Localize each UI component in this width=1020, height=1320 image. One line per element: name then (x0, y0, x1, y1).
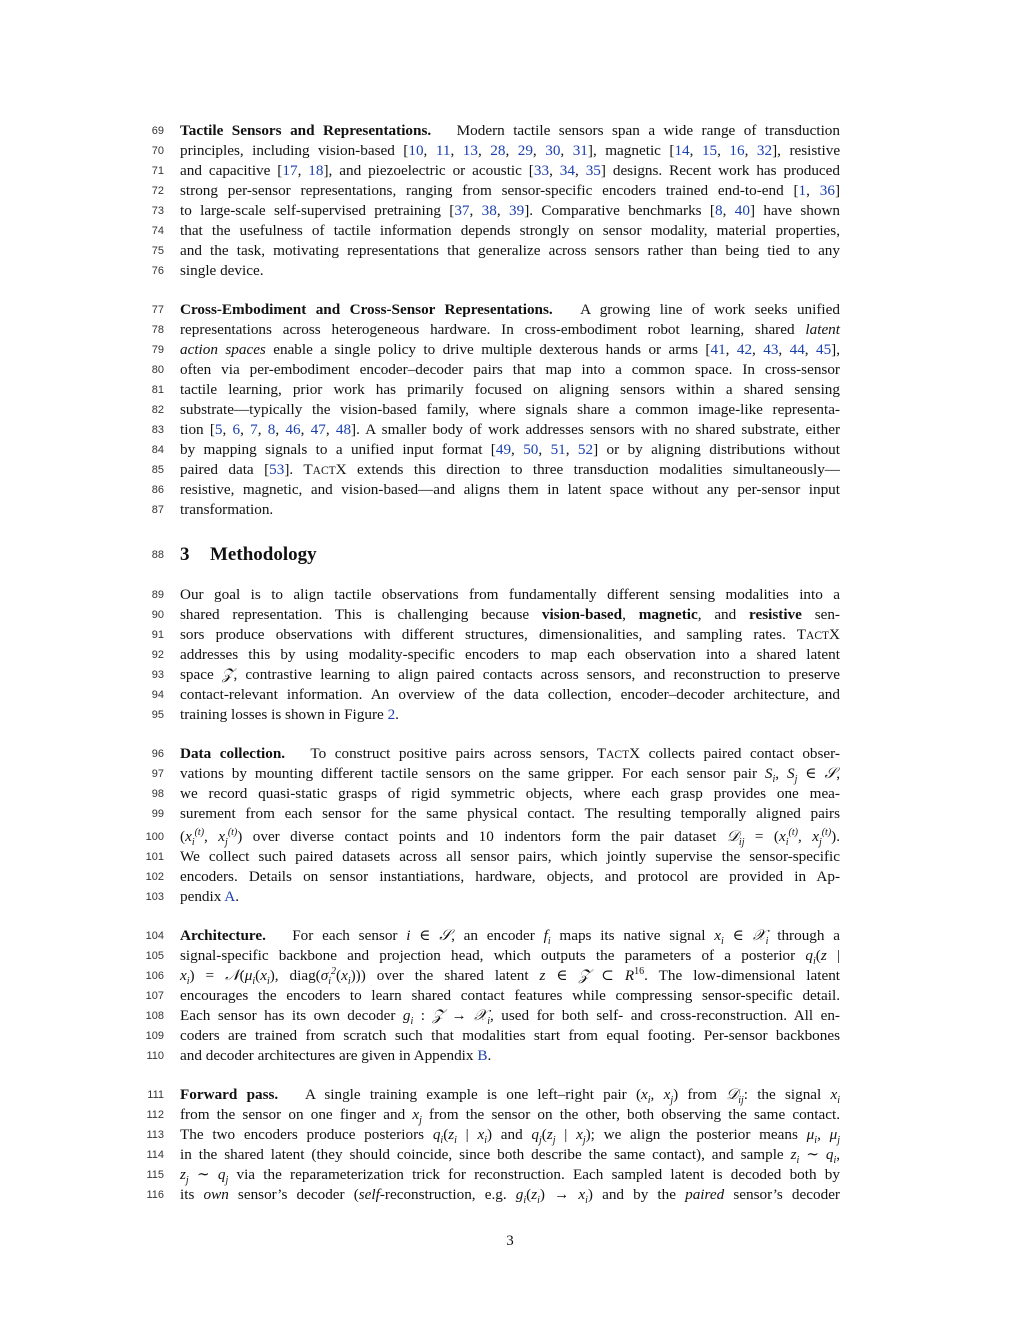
citation-link[interactable]: 11 (435, 142, 451, 159)
line-number: 92 (151, 649, 164, 661)
section-title: Methodology (210, 544, 317, 565)
citation-link[interactable]: 30 (545, 142, 561, 159)
citation-link[interactable]: 8 (267, 421, 276, 438)
line-number: 95 (151, 709, 164, 721)
line-number: 91 (151, 629, 164, 641)
line-number: 90 (151, 609, 164, 621)
body-line: and capacitive [17, 18], and piezoelectric or acoustic [33, 34, 35] designs. Recent work has produced (180, 162, 841, 179)
citation-link[interactable]: 35 (585, 162, 601, 179)
body-line: encoders. Details on sensor instantiations, hardware, objects, and protocol are provided in Ap- (180, 868, 840, 885)
body-line: transformation. (180, 501, 274, 518)
line-number: 109 (145, 1030, 164, 1042)
citation-link[interactable]: 33 (533, 162, 550, 179)
body-line: resistive, magnetic, and vision-based—and aligns them in latent space without any per-sensor input (180, 481, 840, 498)
line-number: 72 (151, 185, 164, 197)
body-line: coders are trained from scratch such that modalities start from equal footing. Per-sensor backbones (180, 1027, 840, 1044)
citation-link[interactable]: 31 (572, 142, 588, 159)
citation-link[interactable]: 45 (815, 341, 832, 358)
appendix-link[interactable]: A (224, 888, 236, 905)
citation-link[interactable]: 1 (798, 182, 807, 199)
citation-link[interactable]: 14 (674, 142, 690, 159)
body-line: contact-relevant information. An overview of the data collection, encoder–decoder architecture, and (180, 686, 840, 703)
body-line: The two encoders produce posteriors $q_i(z_i$ | $x_i$) and $q_j(z_j$ | $x_j$); we align the posterior means $\mu_i$, $\mu_j$ (180, 1126, 840, 1147)
body-line: We collect such paired datasets across all sensor pairs, which jointly supervise the sensor-specific (180, 848, 840, 865)
citation-link[interactable]: 41 (710, 341, 726, 358)
citation-link[interactable]: 16 (729, 142, 745, 159)
citation-link[interactable]: 36 (819, 182, 835, 199)
line-number: 69 (151, 125, 164, 137)
line-number: 103 (145, 891, 164, 903)
line-number: 96 (151, 748, 164, 760)
body-line: by mapping signals to a unified input format [49, 50, 51, 52] or by aligning distributions without (180, 441, 840, 458)
body-line: that the usefulness of tactile information depends strongly on sensor modality, material properties, (180, 222, 840, 239)
citation-link[interactable]: 43 (763, 341, 779, 358)
line-number: 83 (151, 424, 164, 436)
body-line: and the task, motivating representations that generalize across sensors rather than being tied to any (180, 242, 840, 259)
figure-link[interactable]: 2 (387, 706, 396, 723)
line-number: 70 (151, 145, 164, 157)
line-number: 84 (151, 444, 164, 456)
citation-link[interactable]: 44 (789, 341, 805, 358)
body-line: from the sensor on one finger and $x_j$ from the sensor on the other, both observing the same contact. (180, 1106, 840, 1127)
paragraph-heading: Tactile Sensors and Representations. (180, 122, 432, 139)
citation-link[interactable]: 15 (701, 142, 718, 159)
line-number: 76 (151, 265, 164, 277)
line-number: 114 (146, 1149, 164, 1161)
body-line: principles, including vision-based [10, 11, 13, 28, 29, 30, 31], magnetic [14, 15, 16, 32], resistive (180, 142, 841, 159)
appendix-link[interactable]: B (477, 1047, 488, 1064)
body-line: surement from each sensor for the same physical contact. The resulting temporally aligned pairs (180, 805, 840, 822)
line-number: 112 (146, 1109, 164, 1121)
line-number: 82 (151, 404, 164, 416)
tactx-name: TACTX (303, 461, 347, 478)
citation-link[interactable]: 42 (736, 341, 753, 358)
line-number: 80 (151, 364, 164, 376)
body-line: tion [5, 6, 7, 8, 46, 47, 48]. A smaller body of work addresses sensors with no shared substrate, either (180, 421, 841, 438)
citation-link[interactable]: 6 (232, 421, 241, 438)
line-number: 74 (151, 225, 164, 237)
body-line: Data collection. To construct positive pairs across sensors, TACTX collects paired contact obser- (180, 745, 840, 762)
line-number: 89 (151, 589, 164, 601)
tactx-name: TACTX (796, 626, 840, 643)
line-number: 113 (146, 1129, 164, 1141)
body-line: strong per-sensor representations, ranging from sensor-specific encoders trained end-to-end [1, 36] (180, 182, 840, 199)
line-number: 115 (146, 1169, 164, 1181)
line-number: 73 (151, 205, 164, 217)
paragraph-heading: Forward pass. (180, 1086, 279, 1103)
citation-link[interactable]: 37 (454, 202, 470, 219)
body-line: $x_i$) = $𝒩(\mu_i(x_i)$, $diag(\sigma_i^2(x_i))$) over the shared latent z ∈ 𝒵 ⊂ $R^{16}$. The low-dimensional latent (180, 965, 841, 988)
body-line: vations by mounting different tactile sensors on the same gripper. For each sensor pair $S_i$, $S_j$ ∈ 𝒮, (180, 765, 841, 786)
body-line: Each sensor has its own decoder $g_i$ : 𝒵 → 𝒳$_i$, used for both self- and cross-reconstruction. All en- (180, 1007, 840, 1028)
citation-link[interactable]: 50 (523, 441, 539, 458)
body-line: representations across heterogeneous hardware. In cross-embodiment robot learning, shared latent (180, 321, 840, 338)
citation-link[interactable]: 8 (715, 202, 723, 219)
line-number: 108 (145, 1010, 164, 1022)
citation-link[interactable]: 48 (335, 421, 352, 438)
body-line: Cross-Embodiment and Cross-Sensor Representations. A growing line of work seeks unified (180, 301, 840, 318)
citation-link[interactable]: 38 (481, 202, 497, 219)
citation-link[interactable]: 32 (756, 142, 773, 159)
citation-link[interactable]: 18 (308, 162, 324, 179)
line-number: 101 (145, 851, 164, 863)
line-number: 110 (146, 1050, 164, 1062)
body-line: pendix A. (180, 888, 240, 905)
body-line: often via per-embodiment encoder–decoder pairs that map into a common space. In cross-sensor (180, 361, 840, 378)
body-line: encourages the encoders to learn shared contact features while compressing sensor-specific detail. (180, 987, 840, 1004)
body-line: ($x_i^{(t)}$, $x_j^{(t)}$) over diverse contact points and 10 indentors form the pair dataset 𝒟$_{ij}$ = ($x_i^{(t)}$, $x_j^{(t)}$). (180, 826, 841, 849)
line-number: 85 (151, 464, 164, 476)
line-number: 104 (145, 930, 164, 942)
line-number: 111 (147, 1089, 164, 1101)
citation-link[interactable]: 46 (285, 421, 301, 438)
citation-link[interactable]: 40 (734, 202, 750, 219)
citation-link[interactable]: 13 (462, 142, 478, 159)
citation-link[interactable]: 10 (408, 142, 424, 159)
line-number: 105 (145, 950, 164, 962)
body-line: Our goal is to align tactile observations from fundamentally different sensing modalities into a (180, 586, 840, 603)
body-line: Forward pass. A single training example is one left–right pair ($x_i$, $x_j$) from 𝒟$_{ij}$: the signal $x_i$ (180, 1086, 840, 1107)
body-line: signal-specific backbone and projection head, which outputs the parameters of a posterior $q_i(z$ | (180, 947, 840, 968)
line-number: 102 (145, 871, 164, 883)
body-line: space 𝒵, contrastive learning to align paired contacts across sensors, and reconstruction to preserve (180, 666, 840, 683)
line-number: 93 (151, 669, 164, 681)
citation-link[interactable]: 17 (282, 162, 298, 179)
citation-link[interactable]: 52 (577, 441, 594, 458)
body-line: action spaces enable a single policy to drive multiple dexterous hands or arms [41, 42, 43, 44, 45], (180, 341, 841, 358)
section-heading (180, 543, 317, 567)
citation-link[interactable]: 39 (509, 202, 525, 219)
line-number: 100 (145, 831, 164, 843)
body-line: its own sensor’s decoder (self-reconstruction, e.g. $g_i(z_i) \to x_i$) and by the paired sensor’s decoder (180, 1186, 840, 1207)
paragraph-heading: Cross-Embodiment and Cross-Sensor Representations. (180, 301, 553, 318)
body-line: $z_j$ ∼ $q_j$ via the reparameterization trick for reconstruction. Each sampled latent is decoded both by (180, 1166, 840, 1187)
body-line: tactile learning, prior work has primarily focused on aligning sensors within a shared sensing (180, 381, 840, 398)
citation-link[interactable]: 28 (490, 142, 506, 159)
body-line: substrate—typically the vision-based family, where signals share a common image-like representa- (180, 401, 840, 418)
citation-link[interactable]: 5 (214, 421, 223, 438)
body-line: training losses is shown in Figure 2. (180, 706, 399, 723)
body-line: to large-scale self-supervised pretraining [37, 38, 39]. Comparative benchmarks [8, 40] have shown (180, 202, 841, 219)
body-line: shared representation. This is challenging because vision-based, magnetic, and resistive sen- (180, 606, 840, 623)
citation-link[interactable]: 49 (495, 441, 512, 458)
citation-link[interactable]: 53 (269, 461, 285, 478)
page-number: 3 (506, 1233, 514, 1249)
line-number: 86 (151, 484, 164, 496)
body-line: Architecture. For each sensor i ∈ 𝒮, an encoder $f_i$ maps its native signal $x_i$ ∈ 𝒳$_i$ through a (180, 927, 840, 948)
paragraph-heading: Data collection. (180, 745, 286, 762)
line-number: 116 (146, 1189, 164, 1201)
line-number: 78 (151, 324, 164, 336)
line-number: 75 (151, 245, 164, 257)
line-number: 99 (151, 808, 164, 820)
body-line: and decoder architectures are given in Appendix B. (180, 1047, 492, 1064)
line-number: 81 (151, 384, 164, 396)
line-number: 94 (151, 689, 164, 701)
line-number: 77 (151, 304, 164, 316)
body-line: single device. (180, 262, 264, 279)
paragraph-heading: Architecture. (180, 927, 266, 944)
line-number: 98 (151, 788, 164, 800)
line-number: 106 (145, 970, 164, 982)
citation-link[interactable]: 29 (517, 142, 533, 159)
body-line: paired data [53]. TACTX extends this direction to three transduction modalities simultaneously— (180, 461, 840, 478)
body-line: sors produce observations with different structures, dimensionalities, and sampling rates. TACTX (180, 626, 840, 643)
line-number: 107 (145, 990, 164, 1002)
line-number: 79 (151, 344, 164, 356)
section-number: 3 (180, 544, 190, 565)
body-line: in the shared latent (they should coincide, since both describe the same contact), and sample $z_i$ ∼ $q_i$, (180, 1146, 841, 1167)
citation-link[interactable]: 47 (310, 421, 326, 438)
body-line: addresses this by using modality-specific encoders to map each observation into a shared latent (180, 646, 840, 663)
line-number: 71 (151, 165, 164, 177)
body-line: we record quasi-static grasps of rigid symmetric objects, where each grasp provides one mea- (180, 785, 840, 802)
line-number: 87 (151, 504, 164, 516)
citation-link[interactable]: 34 (559, 162, 575, 179)
citation-link[interactable]: 51 (550, 441, 566, 458)
body-line: Tactile Sensors and Representations. Modern tactile sensors span a wide range of transduction (180, 122, 840, 139)
citation-link[interactable]: 7 (250, 421, 258, 438)
tactx-name: TACTX (596, 745, 641, 762)
line-number: 88 (151, 549, 164, 561)
line-number: 97 (151, 768, 164, 780)
